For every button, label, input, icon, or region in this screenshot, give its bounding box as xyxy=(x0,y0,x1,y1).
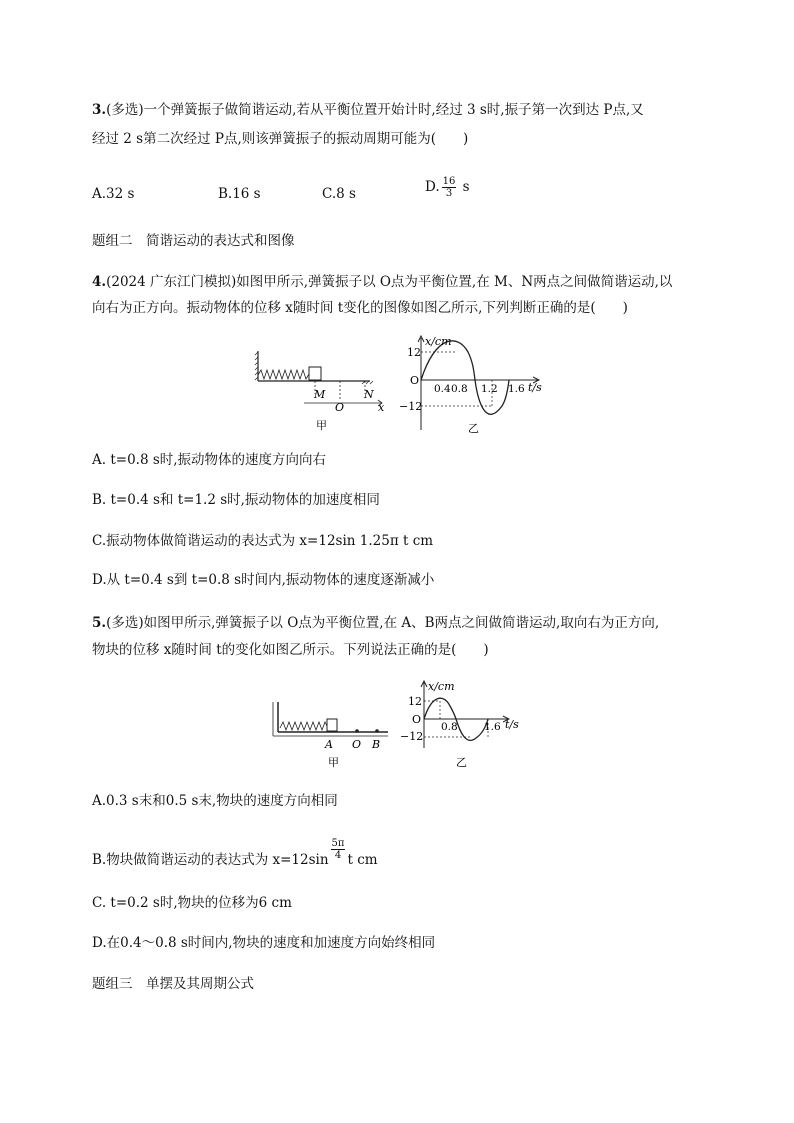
q5-caption-jia: 甲 xyxy=(328,756,339,769)
q4-line2: 向右为正方向。振动物体的位移 x随时间 t变化的图像如图乙所示,下列判断正确的是( ) xyxy=(92,300,628,316)
q5-spring xyxy=(280,722,327,730)
q3-option-d-fraction: $\frac{16}{3}$ xyxy=(442,176,456,199)
q4-tick-2: 1.2 xyxy=(481,383,498,395)
q5-tick-1: 1.6 xyxy=(484,721,501,733)
q5-label-a: A xyxy=(325,738,333,751)
q5-option-a: A.0.3 s末和0.5 s末,物块的速度方向相同 xyxy=(92,793,338,809)
block xyxy=(309,367,321,380)
q4-y-neg: −12 xyxy=(399,400,423,413)
q4-figure-yi xyxy=(396,332,546,434)
q3-option-d: D. $\frac{16}{3}$ s xyxy=(425,176,470,199)
q4-option-b: B. t=0.4 s和 t=1.2 s时,振动物体的加速度相同 xyxy=(92,492,380,508)
caption-jia: 甲 xyxy=(316,419,327,432)
q4-tick-1: 0.8 xyxy=(451,383,468,395)
label-x: x xyxy=(378,401,385,414)
q5-option-b: B.物块做简谐运动的表达式为 x=12sin $\frac{5\pi}{4}$ t cm xyxy=(92,838,378,868)
q3-text-1: (多选)一个弹簧振子做简谐运动,若从平衡位置开始计时,经过 3 s时,振子第一次到达 P点,又 xyxy=(106,102,644,118)
q4-option-a: A. t=0.8 s时,振动物体的速度方向向右 xyxy=(92,452,327,468)
q4-text-1: (2024 广东江门模拟)如图甲所示,弹簧振子以 O点为平衡位置,在 M、N两点之间做简谐运动,以 xyxy=(106,274,673,290)
q4-ylabel: x/cm xyxy=(425,335,452,348)
q3-option-c: C.8 s xyxy=(322,186,356,202)
q5-number: 5. xyxy=(92,615,107,631)
q3-number: 3. xyxy=(92,102,107,118)
q4-line1 xyxy=(92,272,672,292)
q5-tick-0: 0.8 xyxy=(441,721,458,733)
q5-figure-jia xyxy=(270,698,395,770)
label-o: O xyxy=(335,401,345,414)
label-m: M xyxy=(314,388,326,401)
q5-option-b-fraction: $\frac{5\pi}{4}$ xyxy=(331,838,345,861)
q4-y-pos: 12 xyxy=(407,346,421,359)
q4-figure-jia xyxy=(250,345,385,435)
q5-line2: 物块的位移 x随时间 t的变化如图乙所示。下列说法正确的是( ) xyxy=(92,642,489,658)
group2-heading: 题组二 简谐运动的表达式和图像 xyxy=(92,233,295,249)
group3-heading: 题组三 单摆及其周期公式 xyxy=(92,976,254,992)
q4-option-d: D.从 t=0.4 s到 t=0.8 s时间内,振动物体的速度逐渐减小 xyxy=(92,572,435,588)
q5-label-o: O xyxy=(352,738,362,751)
spring xyxy=(258,370,309,379)
q5-option-c: C. t=0.2 s时,物块的位移为6 cm xyxy=(92,895,292,911)
q4-caption-yi: 乙 xyxy=(468,422,479,435)
q4-tick-3: 1.6 xyxy=(508,383,525,395)
q5-figure-yi xyxy=(400,676,530,771)
q3-line1 xyxy=(92,100,644,120)
q4-tick-0: 0.4 xyxy=(434,383,451,395)
q5-caption-yi: 乙 xyxy=(456,756,467,769)
q3-option-a: A.32 s xyxy=(92,186,135,202)
q5-origin: O xyxy=(412,713,422,726)
q5-xlabel: t/s xyxy=(505,718,519,731)
q5-line1 xyxy=(92,613,659,633)
q4-option-c: C.振动物体做简谐运动的表达式为 x=12sin 1.25π t cm xyxy=(92,533,434,549)
label-n: N xyxy=(364,388,374,401)
q5-ylabel: x/cm xyxy=(428,680,455,693)
q4-number: 4. xyxy=(92,274,107,290)
q5-block xyxy=(327,719,337,731)
q5-y-pos: 12 xyxy=(408,695,422,708)
q5-option-d: D.在0.4～0.8 s时间内,物块的速度和加速度方向始终相同 xyxy=(92,935,436,951)
q5-text-1: (多选)如图甲所示,弹簧振子以 O点为平衡位置,在 A、B两点之间做简谐运动,取向右为正方向, xyxy=(106,615,660,631)
q4-origin: O xyxy=(410,374,420,387)
q5-y-neg: −12 xyxy=(400,730,424,743)
q4-xlabel: t/s xyxy=(528,381,542,394)
q5-label-b: B xyxy=(372,738,381,751)
q3-line2: 经过 2 s第二次经过 P点,则该弹簧振子的振动周期可能为( ) xyxy=(92,131,469,147)
q3-option-b: B.16 s xyxy=(218,186,261,202)
